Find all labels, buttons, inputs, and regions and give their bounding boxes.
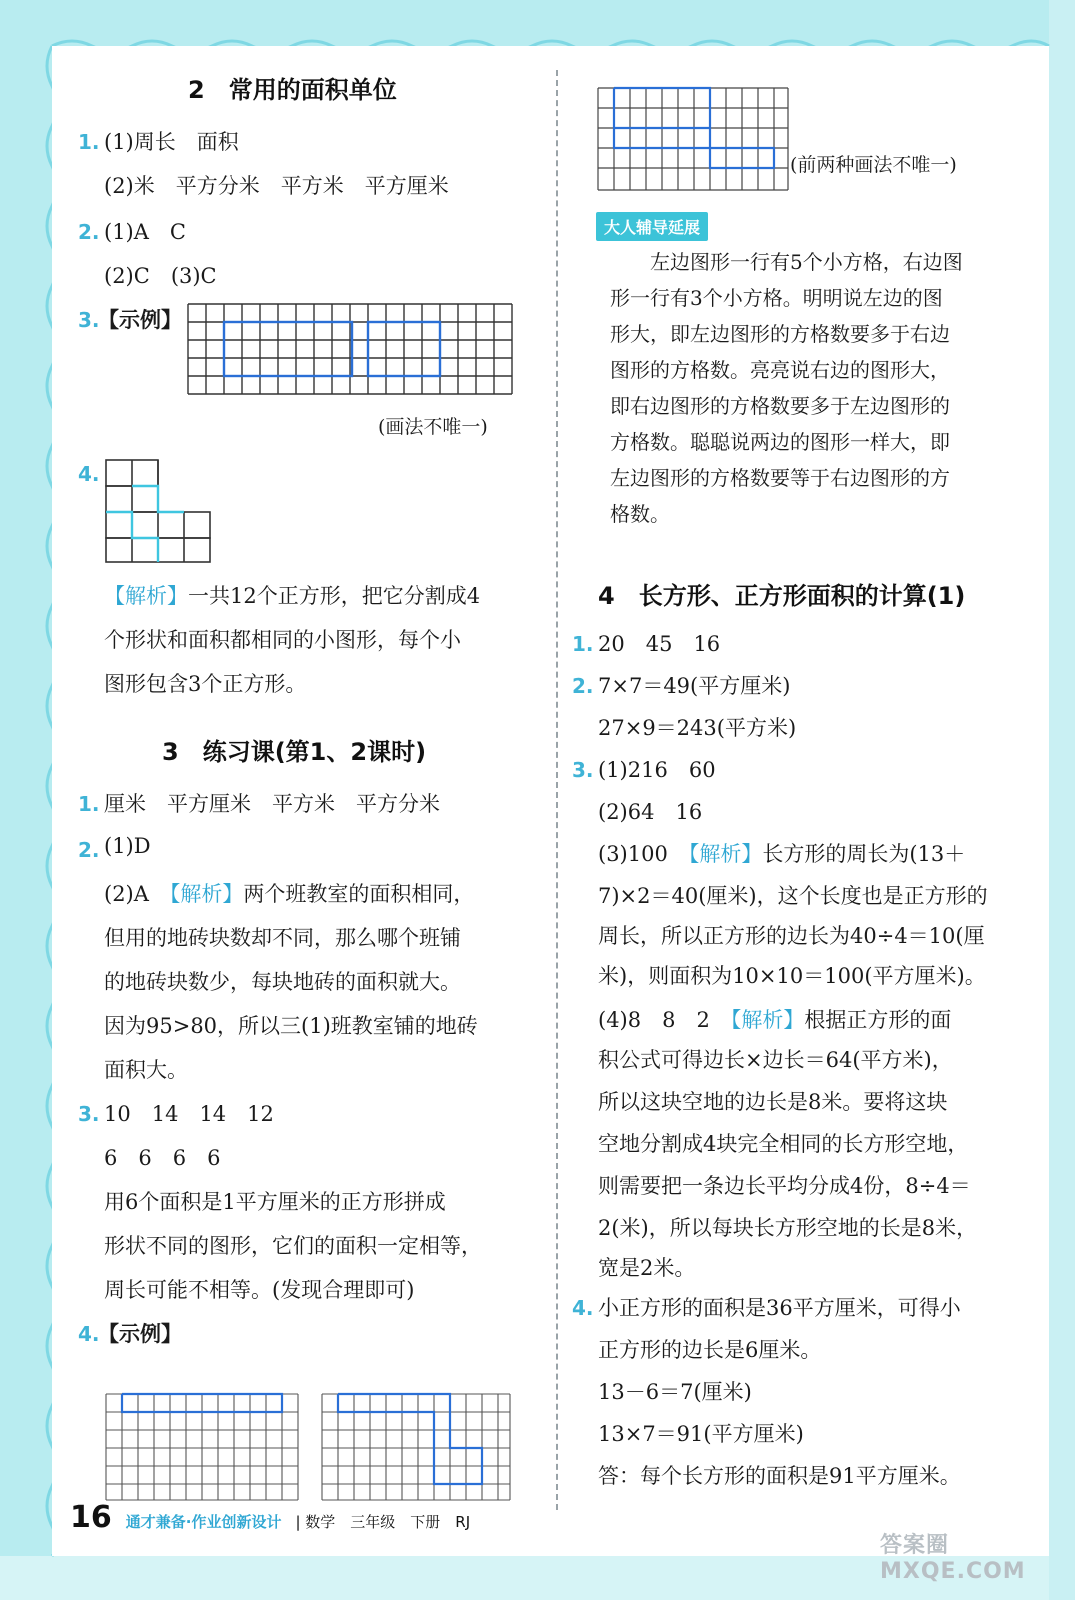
s3-q4-example-label: 【示例】 bbox=[98, 1322, 182, 1346]
right-top-note: (前两种画法不唯一) bbox=[790, 154, 957, 176]
s4-q3-text-3: 长方形的周长为(13＋ bbox=[762, 842, 966, 866]
s4-q3-line-2: (2)64 16 bbox=[598, 800, 703, 824]
s3-q3-line-2: 6 6 6 6 bbox=[104, 1146, 221, 1170]
q2-line-2: (2)C (3)C bbox=[104, 264, 217, 288]
q1-line-2: (2)米 平方分米 平方米 平方厘米 bbox=[104, 174, 449, 198]
analysis-tag: 【解析】 bbox=[688, 842, 763, 866]
q4-number: 4. bbox=[78, 462, 100, 486]
s4-q3-line-12: 2(米)，所以每块长方形空地的长是8米， bbox=[598, 1216, 978, 1240]
s3-q2-line-3: 但用的地砖块数却不同，那么哪个班铺 bbox=[104, 926, 461, 950]
s4-q3-line-6: 米)，则面积为10×10＝100(平方厘米)。 bbox=[598, 964, 986, 988]
s3-q4-number: 4. bbox=[78, 1322, 100, 1346]
s3-q3-line-5: 周长可能不相等。(发现合理即可) bbox=[104, 1278, 415, 1302]
s3-q2-answer: (2)A bbox=[104, 882, 149, 906]
s4-q3-line-11: 则需要把一条边长平均分成4份，8÷4＝ bbox=[598, 1174, 971, 1198]
guide-line-2: 形一行有3个小方格。明明说左边的图 bbox=[610, 286, 943, 310]
parent-guide-tag: 大人辅导延展 bbox=[596, 212, 708, 241]
s4-q3-line-8: 积公式可得边长×边长＝64(平方米)， bbox=[598, 1048, 953, 1072]
section-3-title: 3 练习课(第1、2课时) bbox=[162, 738, 427, 766]
watermark: 答案圈 MXQE.COM bbox=[880, 1533, 1026, 1584]
s3-q2-line-4: 的地砖块数少，每块地砖的面积就大。 bbox=[104, 970, 461, 994]
q4-analysis-line-3: 图形包含3个正方形。 bbox=[104, 672, 307, 696]
s4-q4-line-2: 正方形的边长是6厘米。 bbox=[598, 1338, 822, 1362]
s4-q3-line-5: 周长，所以正方形的边长为40÷4＝10(厘 bbox=[598, 924, 985, 948]
guide-line-6: 方格数。聪聪说两边的图形一样大，即 bbox=[610, 430, 950, 454]
right-top-grid bbox=[596, 86, 790, 192]
s3-q2-line-2 bbox=[104, 878, 474, 908]
column-divider bbox=[556, 70, 558, 1510]
s4-q3-line-7 bbox=[598, 1004, 951, 1034]
s4-q1-line: 20 45 16 bbox=[598, 632, 721, 656]
s4-q3-line-13: 宽是2米。 bbox=[598, 1256, 696, 1280]
guide-line-1: 左边图形一行有5个小方格，右边图 bbox=[610, 250, 963, 274]
footer-brand: 通才兼备·作业创新设计 bbox=[125, 1513, 282, 1531]
s3-q2-line-6: 面积大。 bbox=[104, 1058, 188, 1082]
s4-q4-number: 4. bbox=[572, 1296, 594, 1320]
guide-line-3: 形大，即左边图形的方格数要多于右边 bbox=[610, 322, 950, 346]
s4-q4-line-5: 答：每个长方形的面积是91平方厘米。 bbox=[598, 1464, 961, 1488]
s3-q3-number: 3. bbox=[78, 1102, 100, 1126]
s4-q1-number: 1. bbox=[572, 632, 594, 656]
guide-line-7: 左边图形的方格数要等于右边图形的方 bbox=[610, 466, 950, 490]
s3-q2-line-1: (1)D bbox=[104, 834, 151, 858]
s3-q4-grid-left bbox=[104, 1392, 300, 1502]
s3-q2-line-5: 因为95>80，所以三(1)班教室铺的地砖 bbox=[104, 1014, 478, 1038]
s3-q3-line-4: 形状不同的图形，它们的面积一定相等， bbox=[104, 1234, 482, 1258]
s4-q3-line-4: 7)×2＝40(厘米)，这个长度也是正方形的 bbox=[598, 884, 988, 908]
q3-note: (画法不唯一) bbox=[378, 416, 488, 438]
s4-q3-line-9: 所以这块空地的边长是8米。要将这块 bbox=[598, 1090, 948, 1114]
s4-q3-answer-3: (3)100 bbox=[598, 842, 668, 866]
section-4-title: 4 长方形、正方形面积的计算(1) bbox=[598, 582, 966, 610]
q4-lshape-grid bbox=[104, 458, 212, 564]
section-2-title: 2 常用的面积单位 bbox=[188, 76, 397, 104]
s4-q4-line-1: 小正方形的面积是36平方厘米，可得小 bbox=[598, 1296, 961, 1320]
page-number: 16 bbox=[70, 1500, 112, 1535]
q3-number: 3. bbox=[78, 308, 100, 332]
s4-q2-number: 2. bbox=[572, 674, 594, 698]
analysis-tag: 【解析】 bbox=[104, 584, 188, 608]
s4-q3-line-3 bbox=[598, 838, 965, 868]
analysis-tag: 【解析】 bbox=[169, 882, 244, 906]
guide-line-8: 格数。 bbox=[610, 502, 670, 526]
s3-q3-line-1: 10 14 14 12 bbox=[104, 1102, 274, 1126]
s4-q3-line-1: (1)216 60 bbox=[598, 758, 716, 782]
q1-number: 1. bbox=[78, 130, 100, 154]
s3-q3-line-3: 用6个面积是1平方厘米的正方形拼成 bbox=[104, 1190, 446, 1214]
s4-q2-line-1: 7×7＝49(平方厘米) bbox=[598, 674, 791, 698]
s4-q4-line-4: 13×7＝91(平方厘米) bbox=[598, 1422, 804, 1446]
q2-number: 2. bbox=[78, 220, 100, 244]
q4-analysis-line-2: 个形状和面积都相同的小图形，每个小 bbox=[104, 628, 461, 652]
analysis-tag: 【解析】 bbox=[730, 1008, 805, 1032]
q2-line-1: (1)A C bbox=[104, 220, 186, 244]
page-footer bbox=[70, 1500, 470, 1535]
q1-line-1: (1)周长 面积 bbox=[104, 130, 239, 154]
s3-q4-grid-right bbox=[320, 1392, 512, 1502]
q4-analysis-line-1 bbox=[104, 580, 480, 610]
q3-grid-drawing bbox=[186, 302, 514, 396]
guide-line-4: 图形的方格数。亮亮说右边的图形大， bbox=[610, 358, 950, 382]
s4-q3-text-7: 根据正方形的面 bbox=[804, 1008, 952, 1032]
s3-q2-text: 两个班教室的面积相同， bbox=[243, 882, 475, 906]
q4-analysis-text-1: 一共12个正方形，把它分割成4 bbox=[188, 584, 481, 608]
s4-q3-line-10: 空地分割成4块完全相同的长方形空地， bbox=[598, 1132, 969, 1156]
s4-q2-line-2: 27×9＝243(平方米) bbox=[598, 716, 797, 740]
footer-info: | 数学 三年级 下册 RJ bbox=[295, 1513, 471, 1531]
s4-q3-number: 3. bbox=[572, 758, 594, 782]
s4-q3-answer-4: (4)8 8 2 bbox=[598, 1008, 710, 1032]
q3-example-label: 【示例】 bbox=[98, 308, 182, 332]
guide-line-5: 即右边图形的方格数要多于左边图形的 bbox=[610, 394, 950, 418]
s4-q4-line-3: 13－6＝7(厘米) bbox=[598, 1380, 752, 1404]
s3-q1-line: 厘米 平方厘米 平方米 平方分米 bbox=[104, 792, 440, 816]
parent-guide-paragraph bbox=[610, 244, 963, 532]
s3-q2-number: 2. bbox=[78, 838, 100, 862]
s3-q1-number: 1. bbox=[78, 792, 100, 816]
